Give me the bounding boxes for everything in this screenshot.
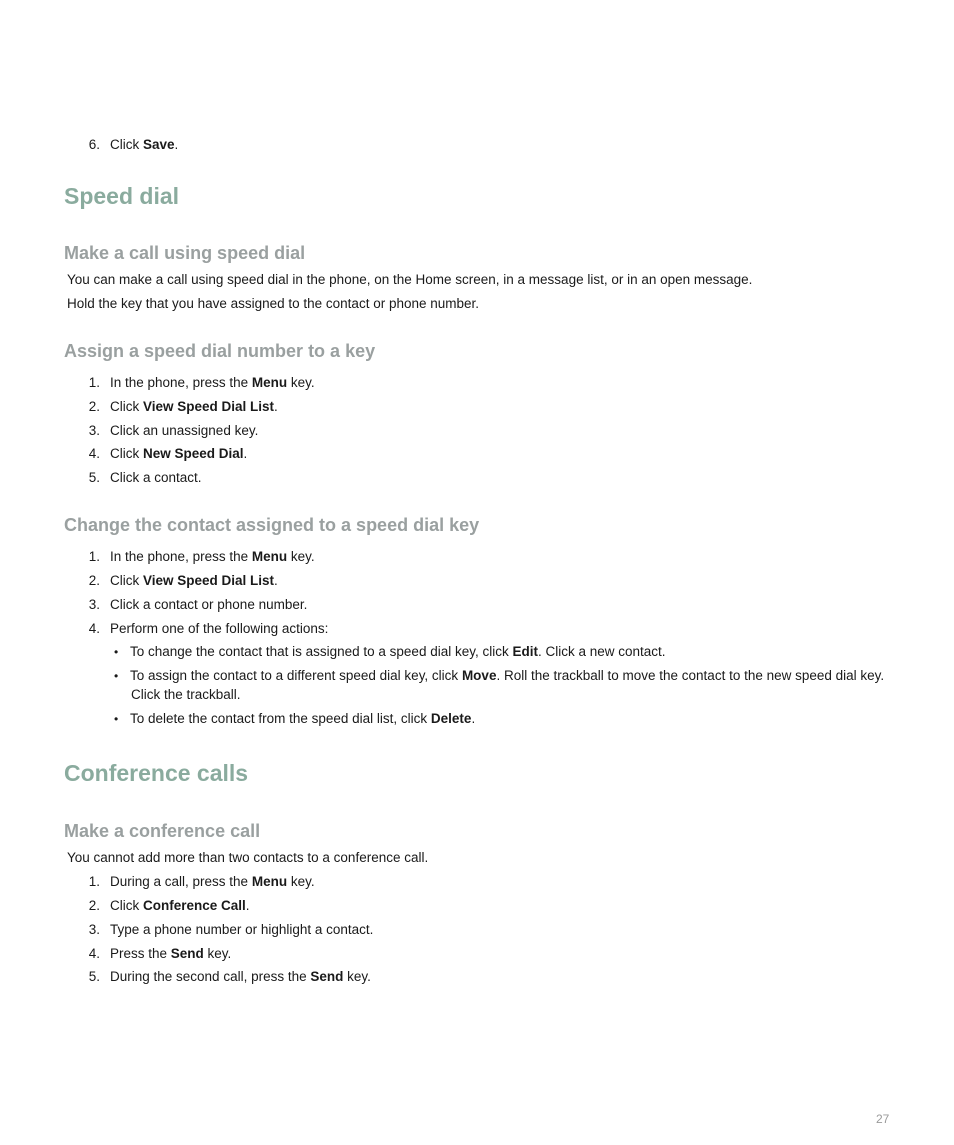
- step-number: 1.: [88, 549, 100, 564]
- step-text: During the second call, press the Send key.: [110, 969, 371, 984]
- step-text: In the phone, press the Menu key.: [110, 375, 315, 390]
- step-text: Click View Speed Dial List.: [110, 573, 278, 588]
- subsection-title-assign: Assign a speed dial number to a key: [64, 341, 376, 361]
- step-text: Type a phone number or highlight a contact.: [110, 922, 374, 937]
- section-title-speed-dial: Speed dial: [64, 183, 180, 209]
- step-text: Click a contact.: [110, 470, 202, 485]
- bullet-text: To delete the contact from the speed dial list, click Delete.: [130, 711, 476, 726]
- step-text: Click View Speed Dial List.: [110, 399, 278, 414]
- bullet-text-continuation: Click the trackball.: [131, 687, 241, 702]
- step-number: 4.: [88, 946, 100, 961]
- step-text: Click Conference Call.: [110, 898, 250, 913]
- page-number: 27: [876, 1112, 890, 1126]
- step-text: Click New Speed Dial.: [110, 446, 248, 461]
- step-number: 1.: [88, 375, 100, 390]
- step-text: Click an unassigned key.: [110, 423, 259, 438]
- step-number: 2.: [88, 898, 100, 913]
- step-text: Click Save.: [110, 137, 179, 152]
- step-number: 5.: [88, 470, 100, 485]
- bullet-text: To change the contact that is assigned to a speed dial key, click Edit. Click a new contact.: [130, 644, 666, 659]
- step-number: 1.: [88, 874, 100, 889]
- step-text: During a call, press the Menu key.: [110, 874, 315, 889]
- paragraph: Hold the key that you have assigned to the contact or phone number.: [67, 296, 480, 311]
- bullet-icon: •: [114, 669, 119, 683]
- subsection-title-make-conference: Make a conference call: [64, 821, 261, 841]
- step-number: 4.: [88, 446, 100, 461]
- subsection-title-make-call: Make a call using speed dial: [64, 243, 306, 263]
- step-text: Click a contact or phone number.: [110, 597, 308, 612]
- step-number: 2.: [88, 573, 100, 588]
- step-number: 3.: [88, 922, 100, 937]
- step-number: 5.: [88, 969, 100, 984]
- paragraph: You can make a call using speed dial in the phone, on the Home screen, in a message list, or in an open message.: [67, 272, 753, 287]
- step-number: 6.: [88, 137, 100, 152]
- step-number: 3.: [88, 423, 100, 438]
- step-text: Press the Send key.: [110, 946, 232, 961]
- paragraph: You cannot add more than two contacts to a conference call.: [67, 850, 429, 865]
- step-text: In the phone, press the Menu key.: [110, 549, 315, 564]
- subsection-title-change: Change the contact assigned to a speed dial key: [64, 515, 480, 535]
- bullet-icon: •: [114, 712, 119, 726]
- bullet-icon: •: [114, 645, 119, 659]
- step-number: 2.: [88, 399, 100, 414]
- bullet-text: To assign the contact to a different speed dial key, click Move. Roll the trackball to move the contact to the new speed dial key.: [130, 668, 885, 683]
- step-number: 3.: [88, 597, 100, 612]
- step-text: Perform one of the following actions:: [110, 621, 329, 636]
- step-number: 4.: [88, 621, 100, 636]
- section-title-conference-calls: Conference calls: [64, 760, 249, 786]
